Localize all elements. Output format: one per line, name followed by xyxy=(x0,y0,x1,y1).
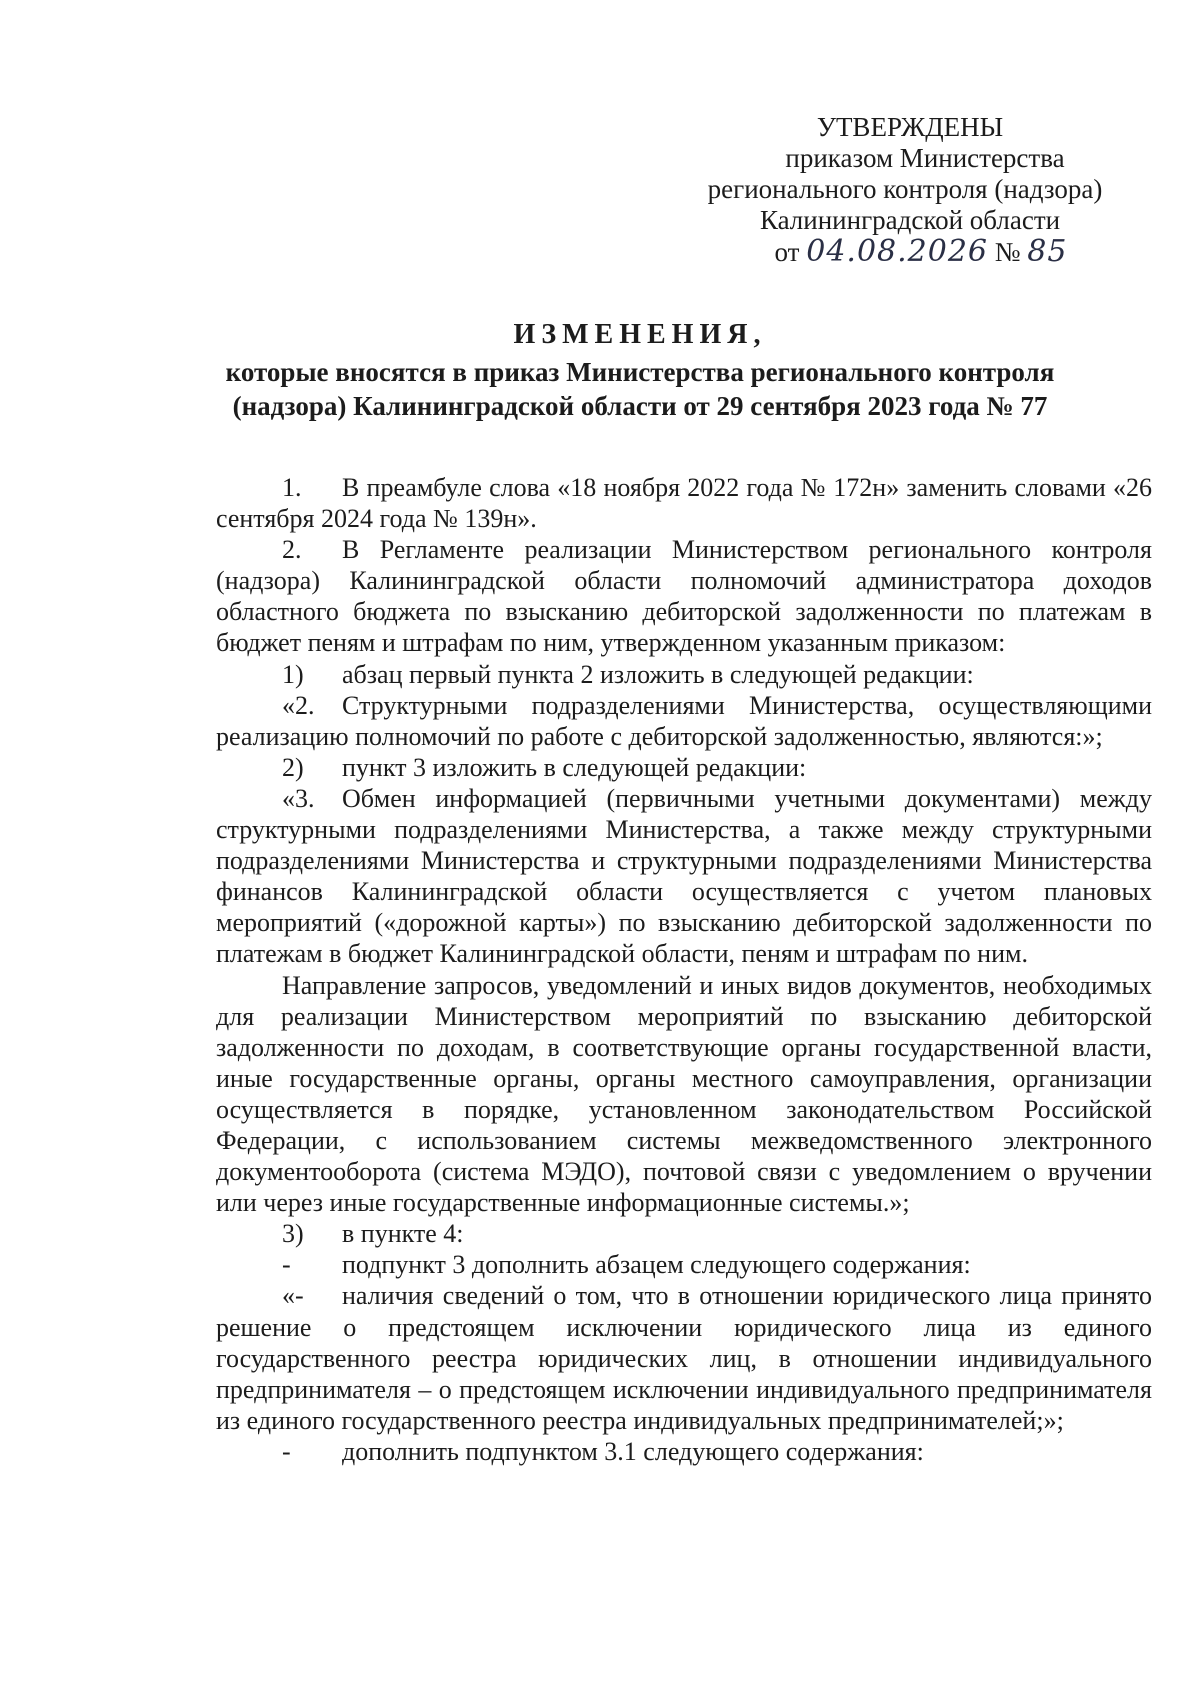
dash-item-2 xyxy=(216,1436,1152,1467)
paragraph-2-text: В Регламенте реализации Министерством регионального контроля (надзора) Калининградской области полномочий администратора доходов областного бюджета по взысканию дебиторской задолженности по платежам в бюджет пеням и штрафам по ним, утвержденном указанным приказом: xyxy=(216,535,1152,658)
quote-dash-text: наличия сведений о том, что в отношении юридического лица принято решение о предстоящем исключении юридического лица из единого государственного реестра юридических лиц, в отношении индивидуального предпринимателя – о предстоящем исключении индивидуального предпринимателя из единого государственного реестра индивидуальных предпринимателей;»; xyxy=(216,1281,1152,1435)
quote-2 xyxy=(216,690,1152,752)
paragraph-2-number: 2. xyxy=(282,535,302,565)
dash-item-2-text: дополнить подпунктом 3.1 следующего содержания: xyxy=(342,1436,924,1466)
approval-stamp xyxy=(660,112,1150,268)
paragraph-direction: Направление запросов, уведомлений и иных видов документов, необходимых для реализации Министерством мероприятий по взысканию дебиторской задолженности по доходам, в соответствующие органы государственной власти, иные государственные органы, органы местного самоуправления, организации осуществляется в порядке, установленном законодательством Российской Федерации, с использованием системы межведомственного электронного документооборота (система МЭДО), почтовой связи с уведомлением о вручении или через иные государственные информационные системы.»; xyxy=(216,970,1152,1218)
approval-heading: УТВЕРЖДЕНЫ xyxy=(816,112,1004,142)
quote-dash-item xyxy=(216,1280,1152,1435)
item-2-text: пункт 3 изложить в следующей редакции: xyxy=(342,752,807,782)
item-1-number: 1) xyxy=(282,659,304,689)
approval-line-order: приказом Министерства xyxy=(785,143,1065,173)
approval-date-line xyxy=(660,236,1150,268)
title-subtitle-line1: которые вносятся в приказ Министерства регионального контроля xyxy=(225,357,1055,387)
number-sign: № xyxy=(994,237,1021,267)
handwritten-date: 04.08.2026 xyxy=(806,234,989,269)
item-3 xyxy=(216,1218,1152,1249)
dash-item-1 xyxy=(216,1249,1152,1280)
paragraph-1 xyxy=(216,472,1152,534)
document-body xyxy=(216,472,1152,1467)
dash-item-2-mark: - xyxy=(282,1436,291,1466)
dash-item-1-text: подпункт 3 дополнить абзацем следующего содержания: xyxy=(342,1250,971,1280)
quote-3 xyxy=(216,783,1152,970)
approval-line-region: Калининградской области xyxy=(759,205,1061,235)
item-1 xyxy=(216,659,1152,690)
item-3-number: 3) xyxy=(282,1219,304,1249)
dash-item-1-mark: - xyxy=(282,1250,291,1280)
paragraph-1-number: 1. xyxy=(282,473,302,502)
item-1-text: абзац первый пункта 2 изложить в следующей редакции: xyxy=(342,659,974,689)
from-label: от xyxy=(774,237,800,267)
paragraph-2 xyxy=(216,534,1152,658)
quote-2-text: Структурными подразделениями Министерства, осуществляющими реализацию полномочий по работе с дебиторской задолженностью, являются:»; xyxy=(216,690,1152,751)
title-heading: ИЗМЕНЕНИЯ, xyxy=(513,319,767,350)
approval-line-ministry: регионального контроля (надзора) xyxy=(707,174,1103,204)
item-2 xyxy=(216,752,1152,783)
title-subtitle-line2: (надзора) Калининградской области от 29 сентября 2023 года № 77 xyxy=(232,391,1048,421)
quote-2-number: «2. xyxy=(282,690,315,720)
handwritten-number: 85 xyxy=(1027,234,1068,269)
document-title xyxy=(200,318,1080,423)
quote-3-number: «3. xyxy=(282,783,315,813)
item-3-text: в пункте 4: xyxy=(342,1219,464,1249)
paragraph-1-text: В преамбуле слова «18 ноября 2022 года № 172н» заменить словами «26 сентября 2024 года № 139н». xyxy=(216,473,1152,534)
item-2-number: 2) xyxy=(282,752,304,782)
quote-3-text: Обмен информацией (первичными учетными документами) между структурными подразделениями Министерства, а также между структурными подразделениями Министерства и структурными подразделениями Министерства финансов Калининградской области осуществляется с учетом плановых мероприятий («дорожной карты») по взысканию дебиторской задолженности по платежам в бюджет Калининградской области, пеням и штрафам по ним. xyxy=(216,783,1152,969)
quote-dash-mark: «- xyxy=(282,1281,304,1311)
